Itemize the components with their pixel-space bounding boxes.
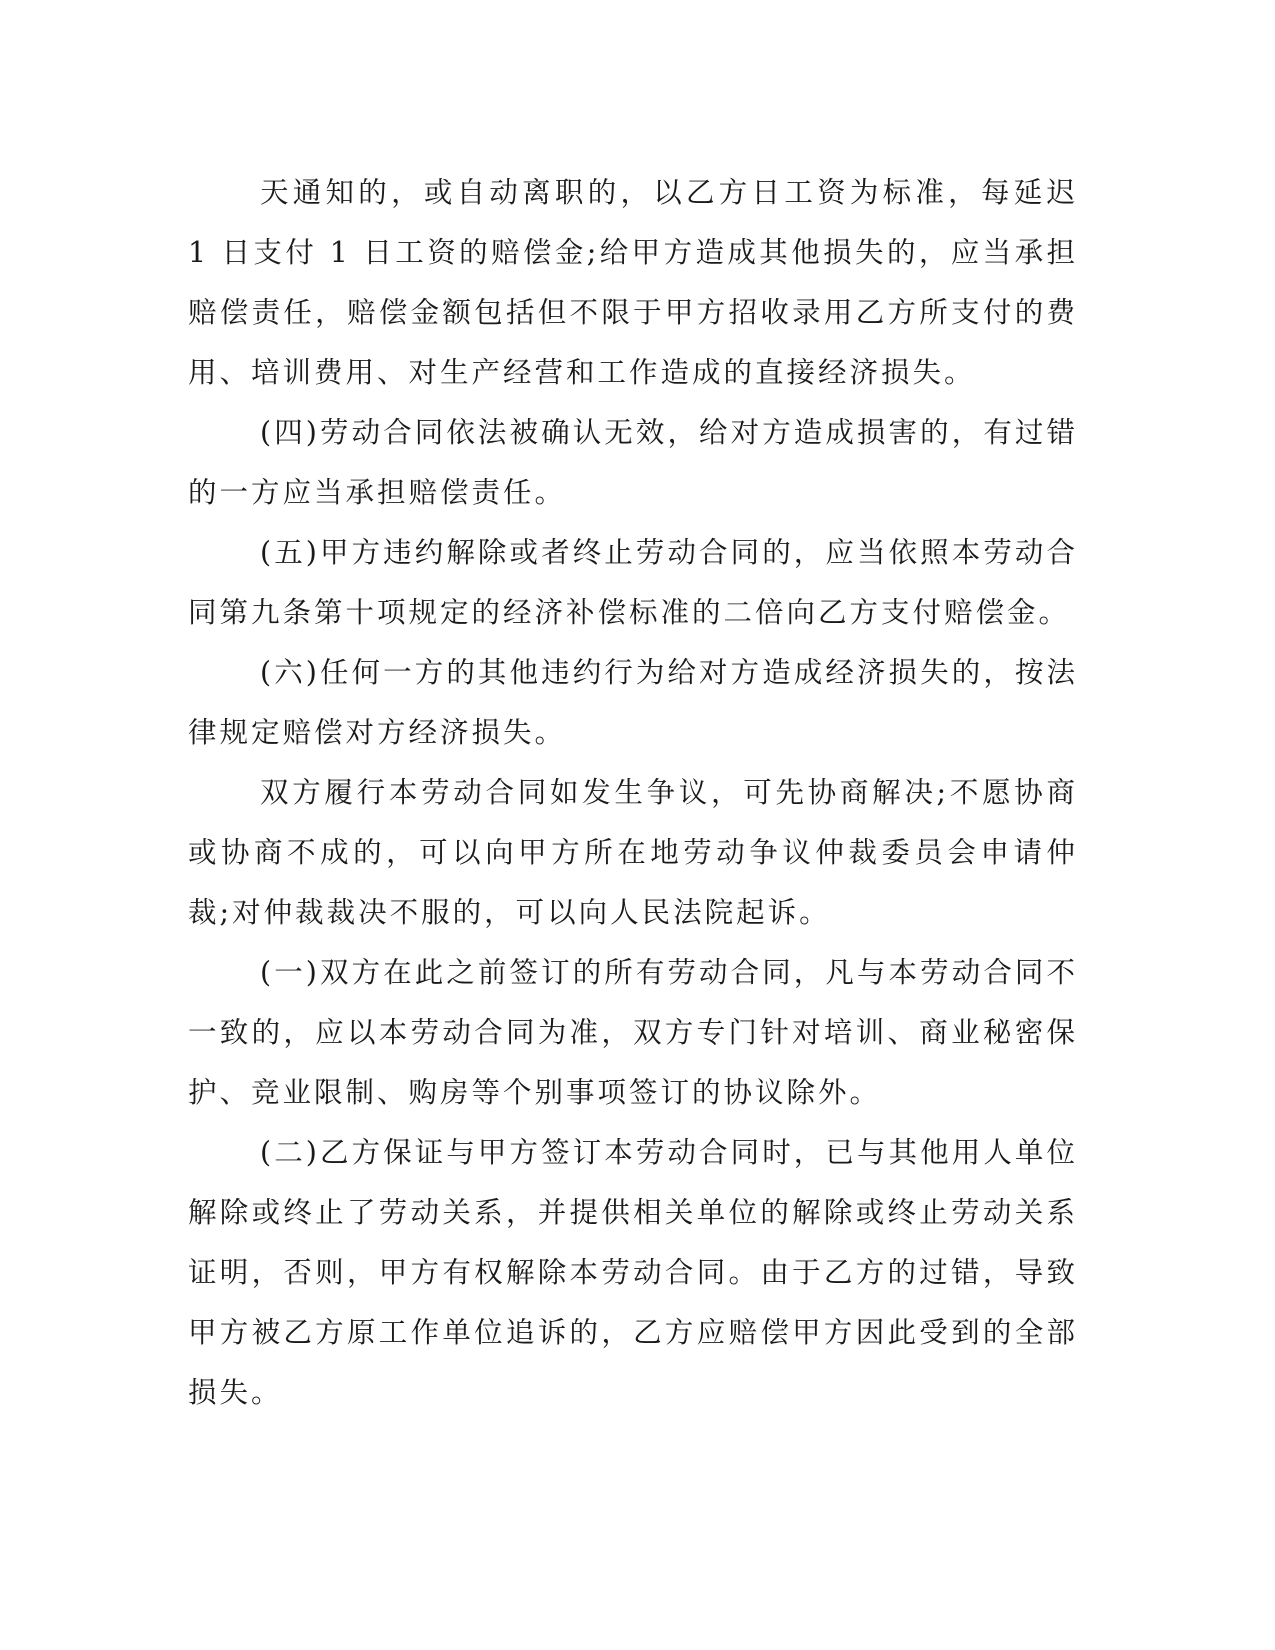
paragraph-invalid-contract: (四)劳动合同依法被确认无效，给对方造成损害的，有过错的一方应当承担赔偿责任。 — [188, 416, 1078, 509]
document-body — [188, 163, 1091, 1423]
paragraph-dispute-resolution: 双方履行本劳动合同如发生争议，可先协商解决;不愿协商或协商不成的，可以向甲方所在地劳动争议仲裁委员会申请仲裁;对仲裁裁决不服的，可以向人民法院起诉。 — [188, 776, 1078, 929]
paragraph-other-breach: (六)任何一方的其他违约行为给对方造成经济损失的，按法律规定赔偿对方经济损失。 — [188, 656, 1078, 749]
paragraph-compensation-delay: 天通知的，或自动离职的，以乙方日工资为标准，每延迟 1 日支付 1 日工资的赔偿金;给甲方造成其他损失的，应当承担赔偿责任，赔偿金额包括但不限于甲方招收录用乙方所支付的费用、培训费用、对生产经营和工作造成的直接经济损失。 — [188, 176, 1091, 389]
paragraph-unlawful-termination: (五)甲方违约解除或者终止劳动合同的，应当依照本劳动合同第九条第十项规定的经济补偿标准的二倍向乙方支付赔偿金。 — [188, 536, 1078, 629]
paragraph-prior-contracts: (一)双方在此之前签订的所有劳动合同，凡与本劳动合同不一致的，应以本劳动合同为准，双方专门针对培训、商业秘密保护、竞业限制、购房等个别事项签订的协议除外。 — [188, 956, 1078, 1109]
paragraph-prior-employment: (二)乙方保证与甲方签订本劳动合同时，已与其他用人单位解除或终止了劳动关系，并提供相关单位的解除或终止劳动关系证明，否则，甲方有权解除本劳动合同。由于乙方的过错，导致甲方被乙方原工作单位追诉的，乙方应赔偿甲方因此受到的全部损失。 — [188, 1136, 1078, 1409]
